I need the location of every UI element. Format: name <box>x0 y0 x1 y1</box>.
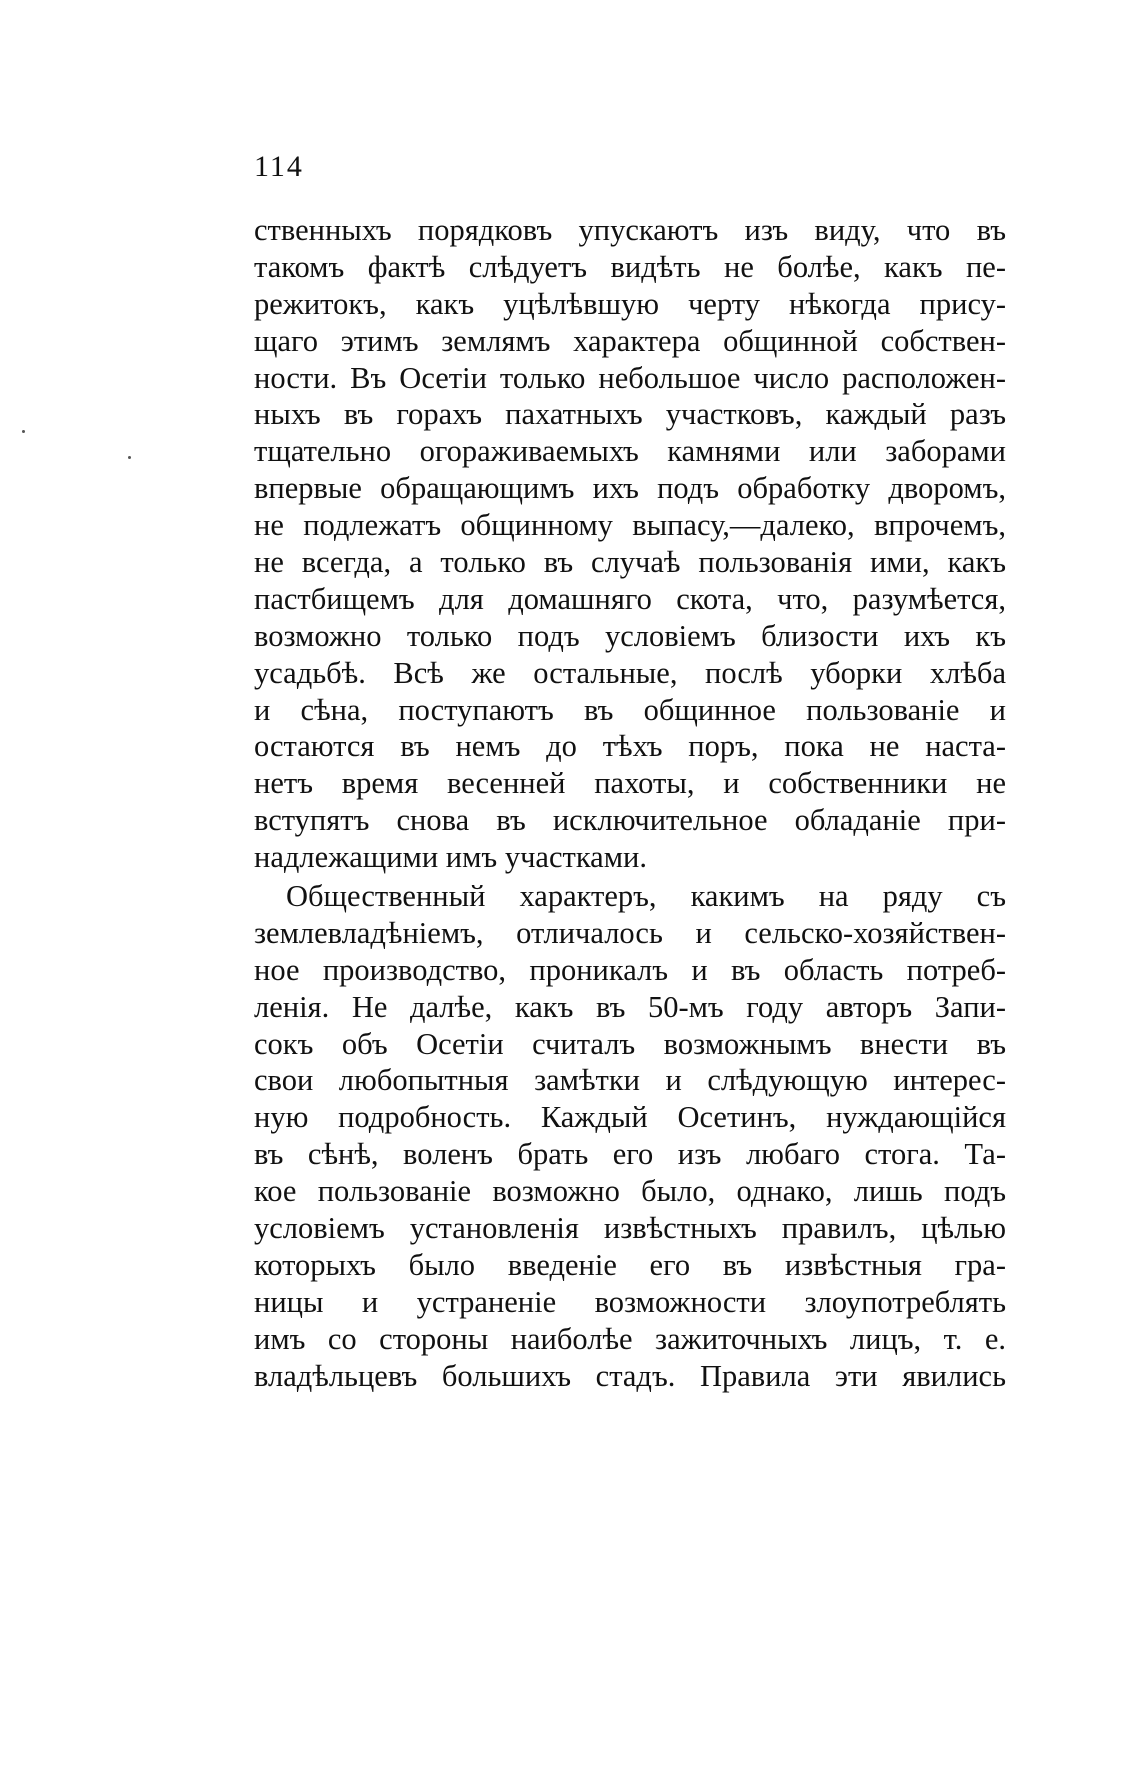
text-line: кое пользованіе возможно было, однако, лишь подъ <box>254 1174 1006 1209</box>
text-line: надлежащими имъ участками. <box>254 840 647 875</box>
text-line: имъ со стороны наиболѣе зажиточныхъ лицъ, т. е. <box>254 1321 1006 1356</box>
paragraph <box>254 212 1006 876</box>
margin-mark <box>22 430 25 433</box>
text-line: владѣльцевъ большихъ стадъ. Правила эти явились <box>254 1358 1006 1393</box>
text-line: ленія. Не далѣе, какъ въ 50-мъ году авторъ Запи- <box>254 989 1006 1024</box>
text-line: возможно только подъ условіемъ близости ихъ къ <box>254 618 1006 653</box>
text-line: ницы и устраненіе возможности злоупотреблять <box>254 1284 1006 1319</box>
text-line: ности. Въ Осетіи только небольшое число расположен- <box>254 360 1006 395</box>
text-line: ственныхъ порядковъ упускаютъ изъ виду, что въ <box>254 213 1006 247</box>
text-line: условіемъ установленія извѣстныхъ правилъ, цѣлью <box>254 1211 1006 1246</box>
body-text <box>254 212 1006 1397</box>
text-line: тщательно огораживаемыхъ камнями или заборами <box>254 434 1006 469</box>
text-line: пастбищемъ для домашняго скота, что, разумѣется, <box>254 581 1006 616</box>
text-line: ную подробность. Каждый Осетинъ, нуждающійся <box>254 1100 1006 1135</box>
text-line: остаются въ немъ до тѣхъ поръ, пока не наста- <box>254 729 1006 764</box>
text-line: которыхъ было введеніе его въ извѣстныя гра- <box>254 1247 1006 1282</box>
margin-mark <box>128 456 131 459</box>
text-line: свои любопытныя замѣтки и слѣдующую интерес- <box>254 1063 1006 1098</box>
text-line: и сѣна, поступаютъ въ общинное пользованіе и <box>254 692 1006 727</box>
text-line: ное производство, проникалъ и въ область потреб- <box>254 952 1006 987</box>
text-line: въ сѣнѣ, воленъ брать его изъ любаго стога. Та- <box>254 1137 1006 1172</box>
text-line: не подлежатъ общинному выпасу,—далеко, впрочемъ, <box>254 508 1006 543</box>
text-line: ныхъ въ горахъ пахатныхъ участковъ, каждый разъ <box>254 397 1006 432</box>
text-line: землевладѣніемъ, отличалось и сельско-хозяйствен- <box>254 915 1006 950</box>
text-line: режитокъ, какъ уцѣлѣвшую черту нѣкогда прису- <box>254 286 1006 321</box>
text-line: не всегда, а только въ случаѣ пользованія ими, какъ <box>254 545 1006 580</box>
text-line: усадьбѣ. Всѣ же остальные, послѣ уборки хлѣба <box>254 655 1006 690</box>
text-line: щаго этимъ землямъ характера общинной собствен- <box>254 323 1006 358</box>
text-line: впервые обращающимъ ихъ подъ обработку дворомъ, <box>254 471 1006 506</box>
page-number: 114 <box>254 150 304 183</box>
text-line: нетъ время весенней пахоты, и собственники не <box>254 766 1006 801</box>
text-line: сокъ объ Осетіи считалъ возможнымъ внести въ <box>254 1026 1006 1061</box>
text-line: Общественный характеръ, какимъ на ряду съ <box>286 879 1006 914</box>
text-line: такомъ фактѣ слѣдуетъ видѣть не болѣе, какъ пе- <box>254 249 1006 284</box>
text-line: вступятъ снова въ исключительное обладаніе при- <box>254 803 1006 838</box>
paragraph <box>254 878 1006 1394</box>
